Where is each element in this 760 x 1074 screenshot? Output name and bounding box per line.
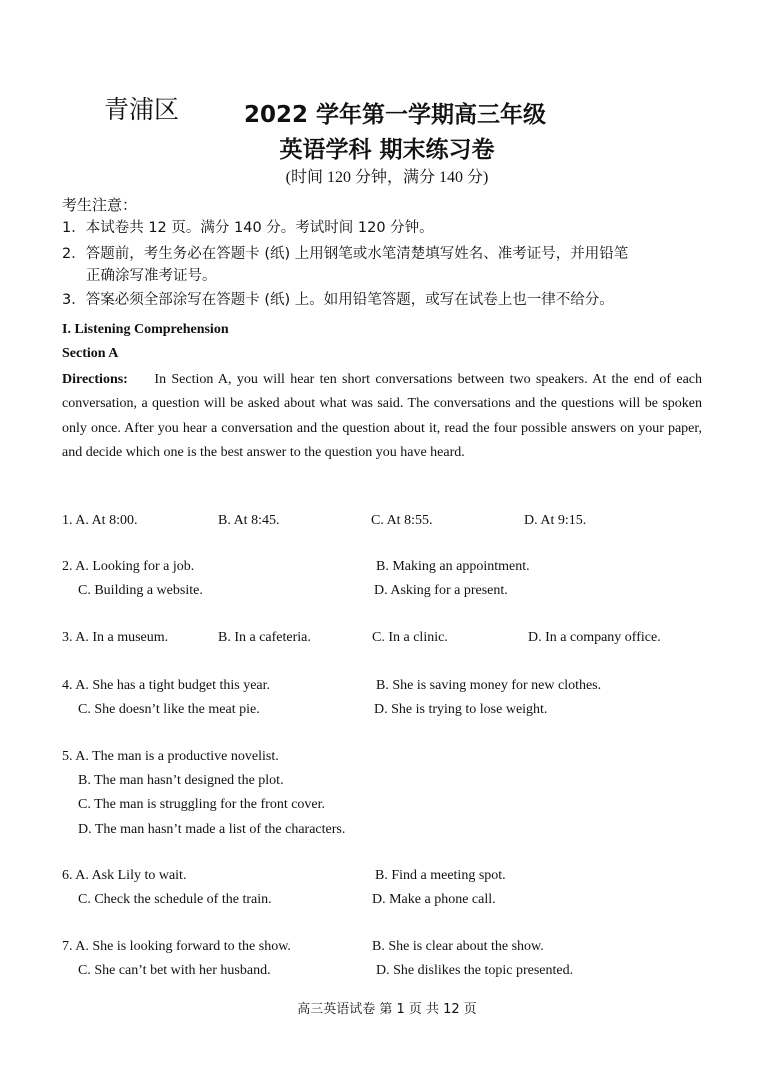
part-title: I. Listening Comprehension (62, 322, 229, 337)
q6-option-a: 6. A. Ask Lily to wait. (62, 868, 187, 883)
notice-heading: 考生注意： (62, 196, 138, 214)
q5-option-b: B. The man hasn’t designed the plot. (78, 773, 284, 788)
q6-option-d: D. Make a phone call. (372, 892, 496, 907)
exam-title-line2: 英语学科 期末练习卷 (279, 137, 495, 163)
q4-option-b: B. She is saving money for new clothes. (376, 678, 602, 693)
notice-item-2-cont: 正确涂写准考证号。 (86, 268, 217, 284)
q5-option-a: 5. A. The man is a productive novelist. (62, 749, 279, 764)
q7-option-a: 7. A. She is looking forward to the show. (62, 939, 291, 954)
q7-option-c: C. She can’t bet with her husband. (78, 963, 271, 978)
q2-option-d: D. Asking for a present. (374, 583, 508, 598)
q5-option-d: D. The man hasn’t made a list of the characters. (78, 822, 346, 837)
section-title: Section A (62, 346, 119, 361)
q2-option-a: 2. A. Looking for a job. (62, 559, 195, 574)
q1-option-d: D. At 9:15. (524, 513, 587, 528)
q5-option-c: C. The man is struggling for the front cover. (78, 797, 326, 812)
q6-option-b: B. Find a meeting spot. (375, 868, 506, 883)
q2-option-c: C. Building a website. (78, 583, 203, 598)
q3-option-d: D. In a company office. (528, 630, 661, 645)
q7-option-b: B. She is clear about the show. (372, 939, 544, 954)
exam-title-line1: 2022 学年第一学期高三年级 (243, 102, 547, 128)
q4-option-d: D. She is trying to lose weight. (374, 702, 548, 717)
directions-paragraph (62, 368, 702, 465)
q2-option-b: B. Making an appointment. (376, 559, 530, 574)
notice-item-3: 3．答案必须全部涂写在答题卡 (纸) 上。如用铅笔答题，或写在试卷上也一律不给分。 (62, 292, 614, 308)
q1-option-a: 1. A. At 8:00. (62, 513, 138, 528)
q3-option-a: 3. A. In a museum. (62, 630, 169, 645)
q4-option-c: C. She doesn’t like the meat pie. (78, 702, 260, 717)
page-footer: 高三英语试卷 第 1 页 共 12 页 (297, 1002, 477, 1017)
notice-item-1: 1．本试卷共 12 页。满分 140 分。考试时间 120 分钟。 (62, 220, 434, 236)
q3-option-b: B. In a cafeteria. (218, 630, 311, 645)
q3-option-c: C. In a clinic. (372, 630, 448, 645)
notice-item-2: 2．答题前，考生务必在答题卡 (纸) 上用钢笔或水笔清楚填写姓名、准考证号，并用铅笔 (62, 246, 629, 262)
q6-option-c: C. Check the schedule of the train. (78, 892, 272, 907)
q1-option-c: C. At 8:55. (371, 513, 433, 528)
q1-option-b: B. At 8:45. (218, 513, 280, 528)
district-label: 青浦区 (104, 95, 180, 124)
exam-time-info: (时间 120 分钟，满分 140 分) (285, 169, 489, 186)
directions-text: In Section A, you will hear ten short conversations between two speakers. At the end of each conversation, a question will be asked about what was said. The conversations and the questions will be spoken only once. After you hear a conversation and the question about it, read the four possible answers on your paper, and decide which one is the best answer to the question you have heard. (62, 372, 703, 460)
q4-option-a: 4. A. She has a tight budget this year. (62, 678, 271, 693)
q7-option-d: D. She dislikes the topic presented. (376, 963, 574, 978)
directions-label: Directions: (62, 372, 128, 387)
